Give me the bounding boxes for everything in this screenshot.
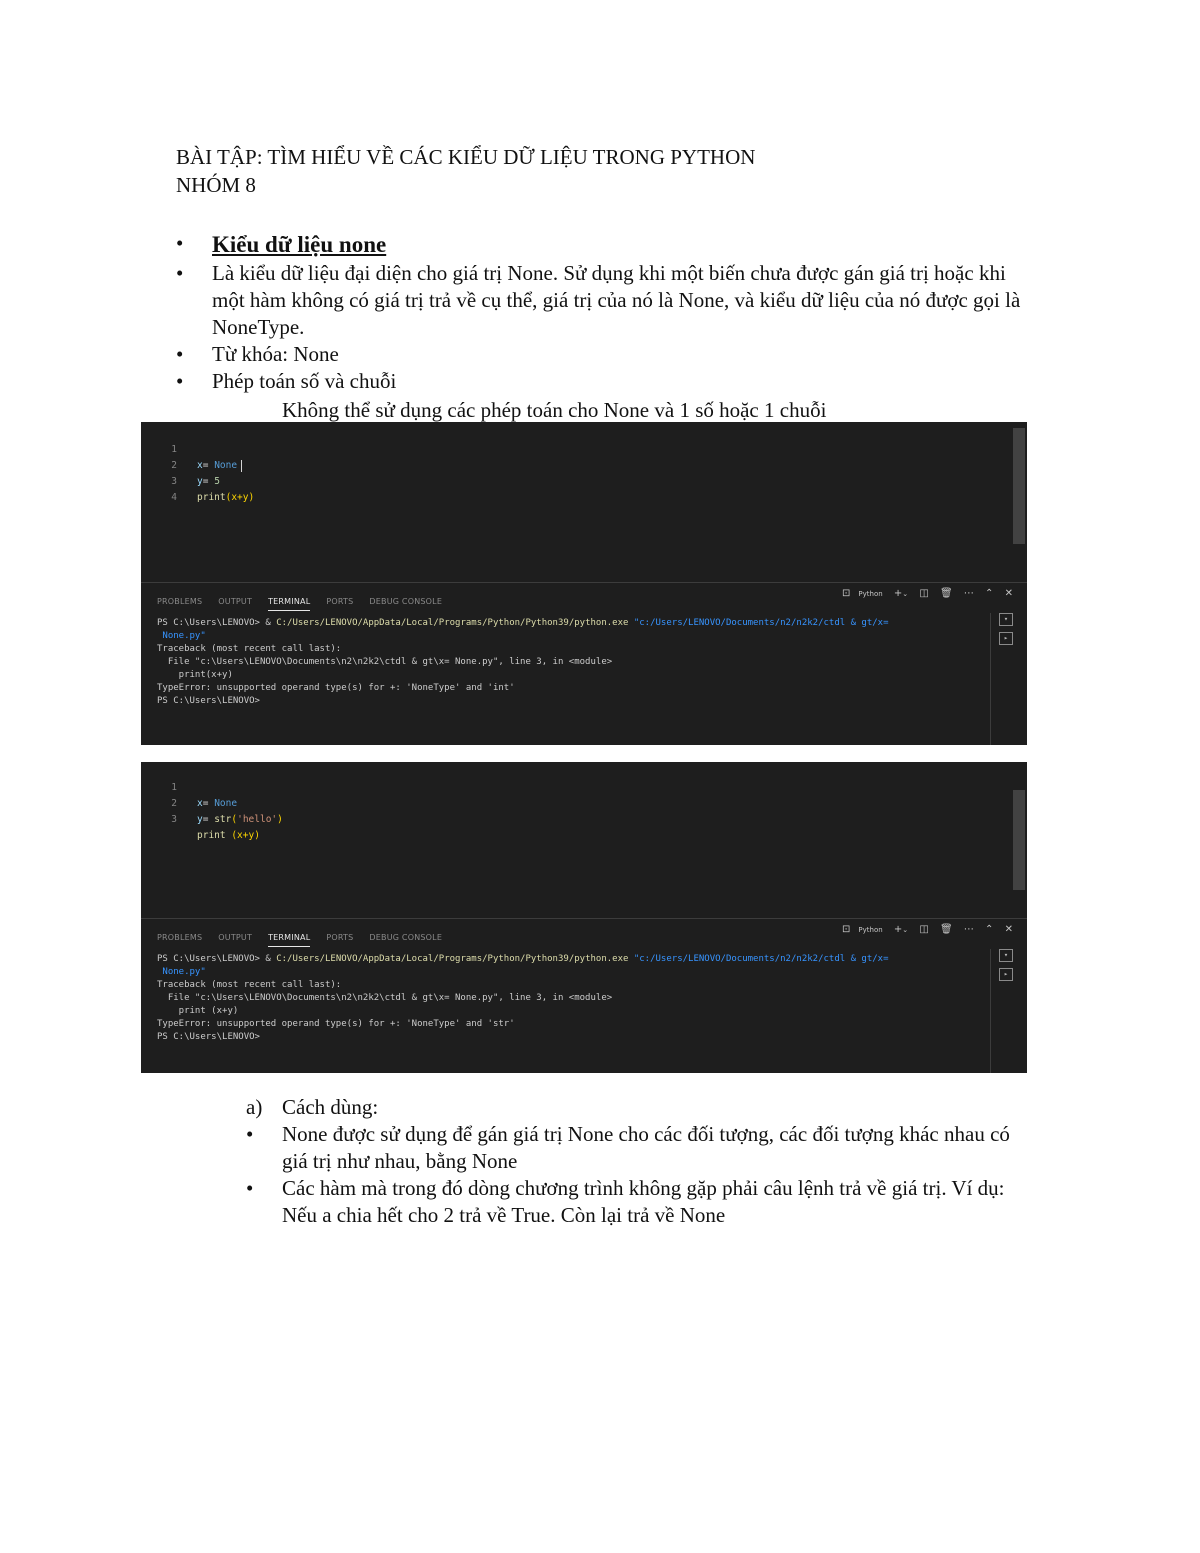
list-item: • None được sử dụng để gán giá trị None cho các đối tượng, các đối tượng khác nhau có giá trị như nhau, bằng None (246, 1122, 1010, 1173)
bullet-marker: • (246, 1122, 254, 1146)
tab-debug-console[interactable]: DEBUG CONSOLE (369, 597, 443, 606)
line-number: 1 (171, 782, 177, 793)
tab-debug-console[interactable]: DEBUG CONSOLE (369, 933, 443, 942)
bullet-item: • Phép toán số và chuỗi (176, 368, 1036, 395)
trash-icon[interactable]: 🗑 (939, 924, 953, 935)
panel-divider (990, 949, 991, 1073)
code-line: 2 y= str('hello') (141, 780, 187, 796)
line-number: 3 (171, 476, 177, 487)
panel-tabs (157, 589, 458, 611)
chevron-down-icon[interactable]: ⌄ (902, 590, 909, 598)
terminal-icon[interactable]: ⊡ (842, 924, 851, 935)
usage-list (246, 1094, 1036, 1229)
bullet-list (176, 230, 1036, 395)
line-number: 4 (171, 492, 177, 503)
terminal-profile-label[interactable]: Python (858, 590, 883, 598)
terminal-icon[interactable]: ⊡ (842, 588, 851, 599)
split-icon[interactable]: ◫ (919, 588, 929, 599)
split-icon[interactable]: ◫ (919, 924, 929, 935)
terminal-list (999, 949, 1013, 987)
vscode-screenshot-2 (141, 762, 1027, 1073)
tab-problems[interactable]: PROBLEMS (157, 933, 203, 942)
tab-ports[interactable]: PORTS (326, 933, 354, 942)
bottom-panel (141, 582, 1027, 745)
editor-scrollbar[interactable] (1013, 790, 1025, 890)
bullet-item: • Từ khóa: None (176, 341, 1036, 368)
tab-terminal[interactable]: TERMINAL (268, 933, 310, 947)
tab-output[interactable]: OUTPUT (218, 933, 253, 942)
document-title (176, 143, 755, 199)
code-line: 1 x= None (141, 764, 187, 780)
list-item: a) Cách dùng: (246, 1095, 379, 1119)
more-icon[interactable]: ⋯ (963, 588, 974, 599)
trash-icon[interactable]: 🗑 (939, 588, 953, 599)
tab-problems[interactable]: PROBLEMS (157, 597, 203, 606)
panel-actions (834, 588, 1013, 599)
close-icon[interactable]: ✕ (1004, 588, 1013, 599)
terminal-instance-icon[interactable]: ▾ (999, 613, 1013, 626)
line-number: 2 (171, 460, 177, 471)
title-line-1: BÀI TẬP: TÌM HIỂU VỀ CÁC KIỂU DỮ LIỆU TRONG PYTHON (176, 145, 756, 169)
code-line: 3 print (x+y) (141, 796, 187, 812)
list-item: • Các hàm mà trong đó dòng chương trình không gặp phải câu lệnh trả về giá trị. Ví dụ: Nếu a chia hết cho 2 trả về True. Còn lại trả về None (246, 1176, 1005, 1227)
line-number: 3 (171, 814, 177, 825)
terminal-profile-label[interactable]: Python (858, 926, 883, 934)
bottom-panel (141, 918, 1027, 1073)
code-editor (141, 762, 1027, 917)
code-line: 2 y= 5 (141, 442, 187, 458)
line-number: 1 (171, 444, 177, 455)
editor-scrollbar[interactable] (1013, 428, 1025, 544)
tab-output[interactable]: OUTPUT (218, 597, 253, 606)
panel-divider (990, 613, 991, 745)
chevron-down-icon[interactable]: ⌄ (902, 926, 909, 934)
title-line-2: NHÓM 8 (176, 173, 256, 197)
panel-actions (834, 924, 1013, 935)
chevron-up-icon[interactable]: ⌃ (985, 588, 994, 599)
tab-ports[interactable]: PORTS (326, 597, 354, 606)
code-line: 1 x= None (141, 426, 187, 442)
terminal-instance-icon[interactable]: ▸ (999, 968, 1013, 981)
terminal-instance-icon[interactable]: ▾ (999, 949, 1013, 962)
terminal-list (999, 613, 1013, 651)
bullet-item: • Là kiểu dữ liệu đại diện cho giá trị None. Sử dụng khi một biến chưa được gán giá trị hoặc khi một hàm không có giá trị trả về cụ thể, giá trị của nó là None, và kiểu dữ liệu của nó được gọi là NoneType. (176, 260, 1036, 341)
line-number: 2 (171, 798, 177, 809)
bullet-marker: • (246, 1176, 254, 1200)
panel-tabs (157, 925, 458, 947)
plus-icon[interactable]: + (893, 588, 903, 599)
bullet-heading (176, 230, 1036, 260)
terminal-instance-icon[interactable]: ▸ (999, 632, 1013, 645)
terminal-output: PS C:\Users\LENOVO> & C:/Users/LENOVO/AppData/Local/Programs/Python/Python39/python.exe "c:/Users/LENOVO/Documents/n2/n2k2/ctdl & gt/x= None.py" Traceback (most recent call last): File "c:\Users\LENOVO\Documents\n2\n2k2\ctdl & gt\x= None.py", line 3, in <module> print (x+y) TypeError: unsupported operand type(s) for +: 'NoneType' and 'str' PS C:\Users\LENOVO> (157, 954, 889, 1042)
terminal-output: PS C:\Users\LENOVO> & C:/Users/LENOVO/AppData/Local/Programs/Python/Python39/python.exe "c:/Users/LENOVO/Documents/n2/n2k2/ctdl & gt/x= None.py" Traceback (most recent call last): File "c:\Users\LENOVO\Documents\n2\n2k2\ctdl & gt\x= None.py", line 3, in <module> print(x+y) TypeError: unsupported operand type(s) for +: 'NoneType' and 'int' PS C:\Users\LENOVO> (157, 618, 889, 706)
indented-note: Không thể sử dụng các phép toán cho None và 1 số hoặc 1 chuỗi (282, 398, 827, 422)
chevron-up-icon[interactable]: ⌃ (985, 924, 994, 935)
close-icon[interactable]: ✕ (1004, 924, 1013, 935)
vscode-screenshot-1 (141, 422, 1027, 745)
tab-terminal[interactable]: TERMINAL (268, 597, 310, 611)
more-icon[interactable]: ⋯ (963, 924, 974, 935)
list-marker: a) (246, 1095, 263, 1119)
code-line (141, 474, 187, 503)
text-cursor (241, 460, 242, 472)
section-heading: Kiểu dữ liệu none (212, 232, 387, 257)
plus-icon[interactable]: + (893, 924, 903, 935)
code-editor (141, 422, 1027, 584)
code-line: 3 print(x+y) (141, 458, 187, 474)
